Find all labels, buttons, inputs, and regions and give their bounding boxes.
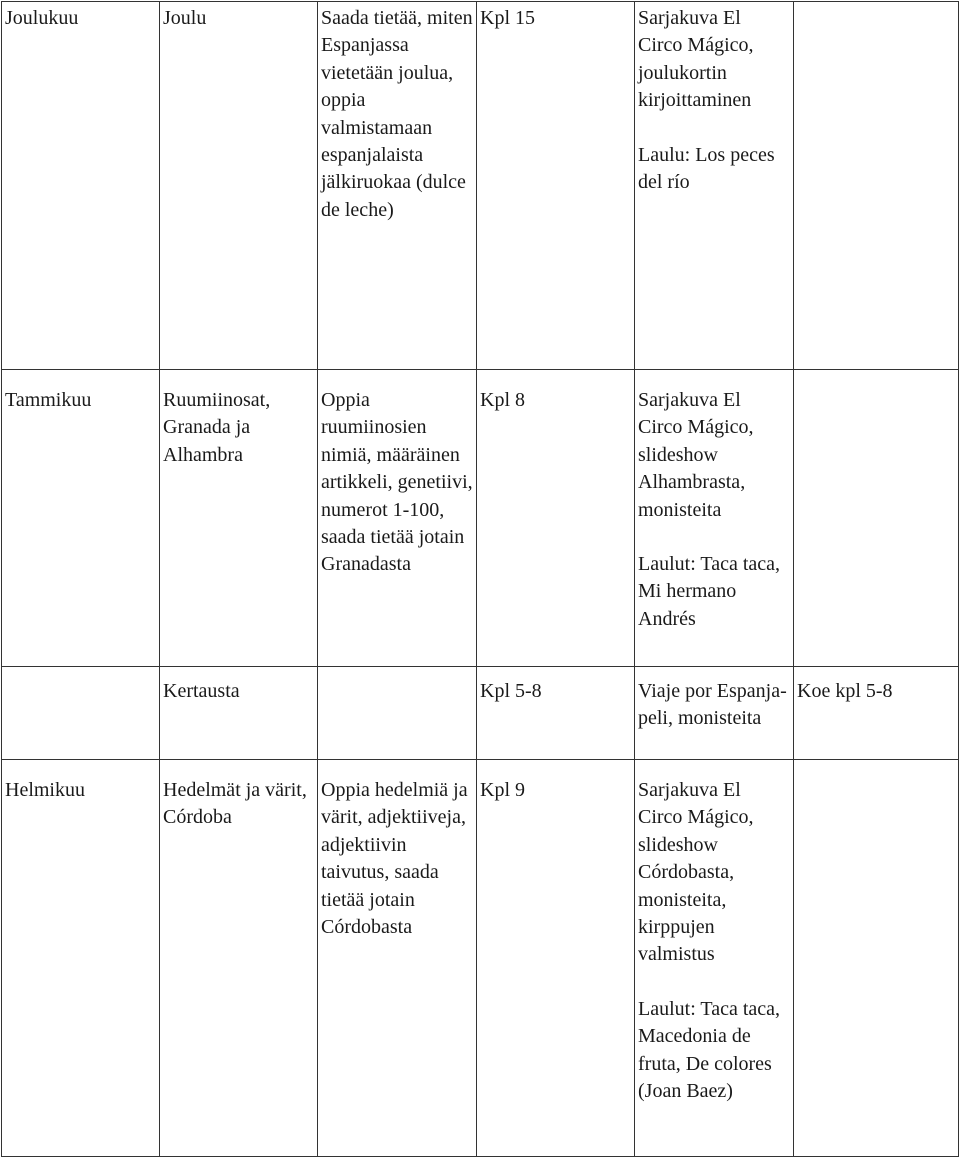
month-cell: Tammikuu <box>2 370 160 667</box>
chapter-cell: Kpl 15 <box>477 2 635 370</box>
activities-cell <box>635 370 794 667</box>
assessment-cell <box>794 2 959 370</box>
activities-cell <box>635 760 794 1157</box>
activities-text: Viaje por Espanja-peli, monisteita <box>638 680 787 730</box>
goals-cell: Oppia hedelmiä ja värit, adjektiiveja, adjektiivin taivutus, saada tietää jotain Córdobasta <box>318 760 477 1157</box>
goals-cell: Saada tietää, miten Espanjassa vietetään joulua, oppia valmistamaan espanjalaista jälkiruokaa (dulce de leche) <box>318 2 477 370</box>
month-cell: Joulukuu <box>2 2 160 370</box>
table-row <box>2 667 959 760</box>
table-row <box>2 2 959 370</box>
goals-cell: Oppia ruumiinosien nimiä, määräinen artikkeli, genetiivi, numerot 1-100, saada tietää jotain Granadasta <box>318 370 477 667</box>
assessment-cell <box>794 760 959 1157</box>
activities-text: Sarjakuva El Circo Mágico, joulukortin kirjoittaminen <box>638 7 754 112</box>
chapter-cell: Kpl 9 <box>477 760 635 1157</box>
assessment-cell <box>794 370 959 667</box>
month-cell: Helmikuu <box>2 760 160 1157</box>
activities-text: Sarjakuva El Circo Mágico, slideshow Alhambrasta, monisteita <box>638 389 754 521</box>
activities-cell <box>635 2 794 370</box>
assessment-cell: Koe kpl 5-8 <box>794 667 959 760</box>
table-row <box>2 370 959 667</box>
songs-text: Laulut: Taca taca, Mi hermano Andrés <box>638 553 781 630</box>
activities-cell <box>635 667 794 760</box>
table-row <box>2 760 959 1157</box>
songs-text: Laulu: Los peces del río <box>638 143 775 194</box>
theme-cell: Hedelmät ja värit, Córdoba <box>160 760 318 1157</box>
theme-cell: Kertausta <box>160 667 318 760</box>
theme-cell: Joulu <box>160 2 318 370</box>
theme-cell: Ruumiinosat, Granada ja Alhambra <box>160 370 318 667</box>
activities-text: Sarjakuva El Circo Mágico, slideshow Córdobasta, monisteita, kirppujen valmistus <box>638 779 754 966</box>
chapter-cell: Kpl 8 <box>477 370 635 667</box>
month-cell <box>2 667 160 760</box>
songs-text: Laulut: Taca taca, Macedonia de fruta, De colores (Joan Baez) <box>638 997 781 1103</box>
chapter-cell: Kpl 5-8 <box>477 667 635 760</box>
goals-cell <box>318 667 477 760</box>
curriculum-table <box>1 1 959 1157</box>
